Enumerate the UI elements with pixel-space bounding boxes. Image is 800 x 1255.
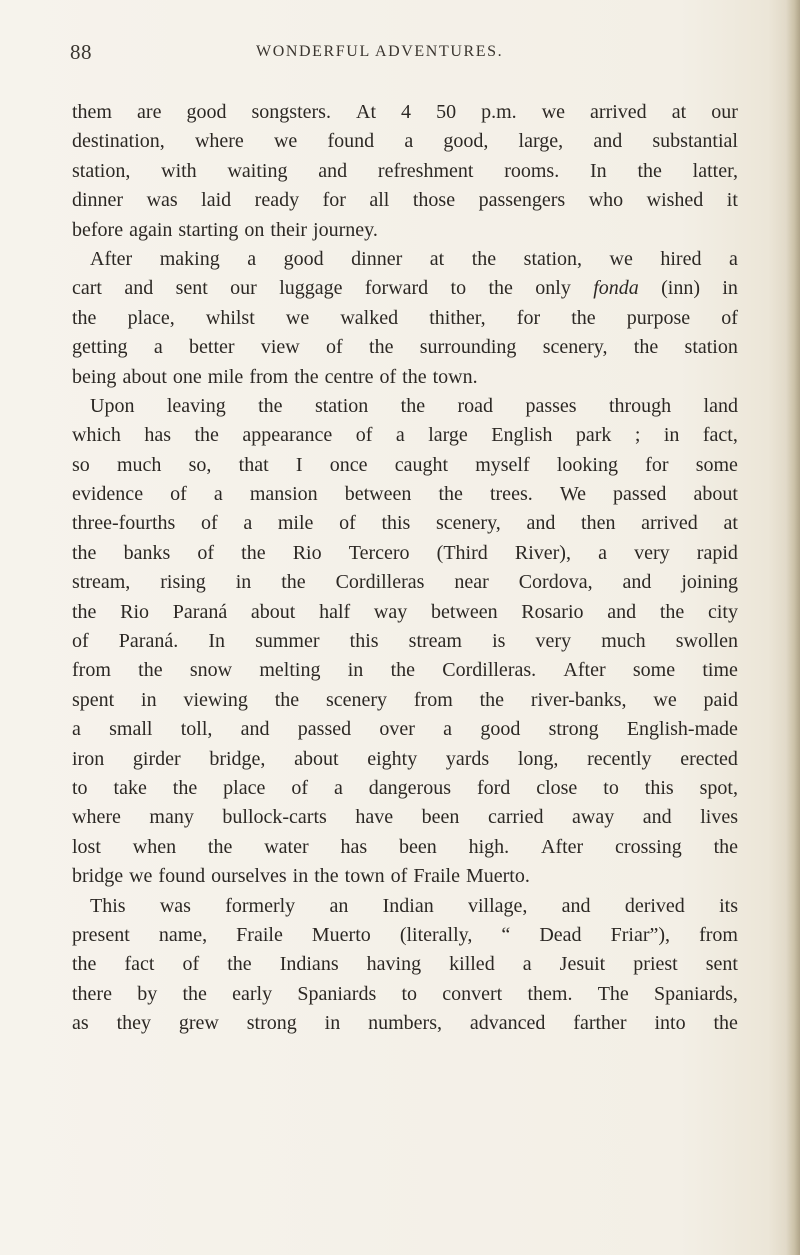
text-line: present name, Fraile Muerto (literally, “ Dead Friar”), from: [72, 923, 738, 946]
text-line: iron girder bridge, about eighty yards long, recently erected: [72, 747, 738, 770]
text-line: After making a good dinner at the station, we hired a: [90, 247, 738, 270]
text-line: cart and sent our luggage forward to the only fonda (inn) in: [72, 277, 738, 300]
running-title: WONDERFUL ADVENTURES.: [256, 43, 504, 60]
text-line: them are good songsters. At 4 50 p.m. we arrived at our: [72, 101, 738, 123]
text-line: stream, rising in the Cordilleras near Cordova, and joining: [72, 571, 738, 594]
body-text: [72, 98, 738, 1039]
text-line: Upon leaving the station the road passes through land: [90, 394, 738, 417]
text-line: getting a better view of the surrounding scenery, the station: [72, 336, 738, 359]
text-line: This was formerly an Indian village, and derived its: [90, 894, 738, 917]
text-line: bridge we found ourselves in the town of Fraile Muerto.: [72, 865, 530, 888]
text-line: of Paraná. In summer this stream is very much swollen: [72, 630, 738, 653]
text-line: spent in viewing the scenery from the river-banks, we paid: [72, 688, 738, 711]
text-line: destination, where we found a good, large, and substantial: [72, 130, 738, 153]
text-line: which has the appearance of a large English park ; in fact,: [72, 424, 738, 447]
text-line: the fact of the Indians having killed a Jesuit priest sent: [72, 953, 738, 976]
text-line: so much so, that I once caught myself looking for some: [72, 453, 738, 476]
page-number: 88: [70, 40, 92, 64]
page-header: [0, 40, 800, 70]
text-line: station, with waiting and refreshment rooms. In the latter,: [72, 159, 738, 182]
text-line: a small toll, and passed over a good strong English-made: [72, 718, 738, 741]
text-line: where many bullock-carts have been carried away and lives: [72, 806, 738, 829]
text-line: three-fourths of a mile of this scenery, and then arrived at: [72, 512, 738, 535]
text-line: from the snow melting in the Cordilleras. After some time: [72, 659, 738, 682]
text-line: the place, whilst we walked thither, for the purpose of: [72, 306, 738, 329]
text-line: the banks of the Rio Tercero (Third River), a very rapid: [72, 541, 738, 564]
text-line: to take the place of a dangerous ford close to this spot,: [72, 776, 738, 799]
text-line: lost when the water has been high. After crossing the: [72, 835, 738, 858]
page-edge-shadow: [786, 0, 800, 1255]
text-line: evidence of a mansion between the trees. We passed about: [72, 483, 738, 506]
text-line: being about one mile from the centre of the town.: [72, 365, 478, 388]
text-line: there by the early Spaniards to convert them. The Spaniards,: [72, 982, 738, 1005]
text-line: before again starting on their journey.: [72, 218, 378, 241]
text-line: the Rio Paraná about half way between Rosario and the city: [72, 600, 738, 623]
text-line: as they grew strong in numbers, advanced farther into the: [72, 1012, 738, 1035]
text-line: dinner was laid ready for all those passengers who wished it: [72, 189, 738, 212]
